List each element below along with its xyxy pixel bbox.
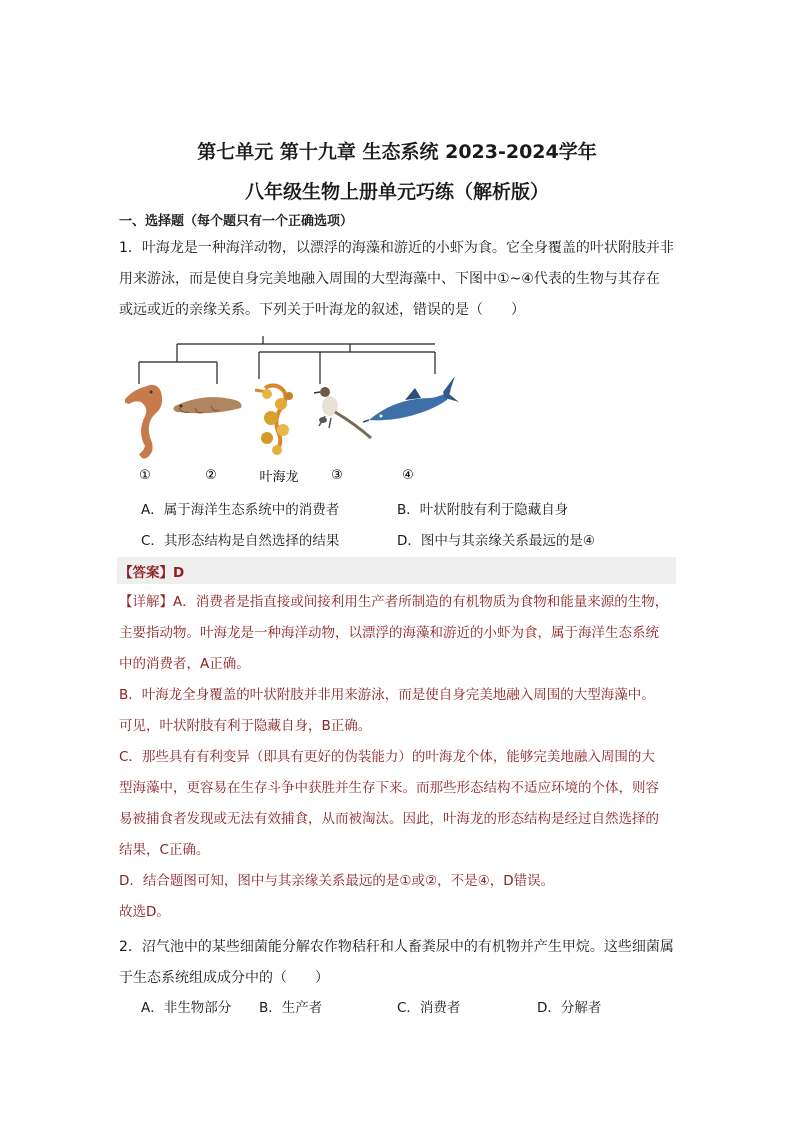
explanation-c-line-3: 易被捕食者发现或无法有效捕食，从而被淘汰。因此，叶海龙的形态结构是经过自然选择的 xyxy=(119,811,659,827)
tree-branches xyxy=(139,336,435,384)
explanation-b-line-1: B．叶海龙全身覆盖的叶状附肢并非用来游泳，而是使自身完美地融入周围的大型海藻中。 xyxy=(119,687,655,703)
explanation-b-line-2: 可见，叶状附肢有利于隐藏自身，B正确。 xyxy=(119,718,372,734)
explanation-a-line-1: 【详解】A．消费者是指直接或间接利用生产者所制造的有机物质为食物和能量来源的生物， xyxy=(119,594,669,610)
figure-label-leafy-seadragon: 叶海龙 xyxy=(259,470,299,485)
conclusion: 故选D。 xyxy=(119,904,170,920)
question-1-stem xyxy=(119,233,679,326)
q1-option-c: C．其形态结构是自然选择的结果 xyxy=(141,533,340,549)
explanation-a-line-2: 主要指动物。叶海龙是一种海洋动物，以漂浮的海藻和游近的小虾为食，属于海洋生态系统 xyxy=(119,625,659,641)
leafy-seadragon-illustration xyxy=(255,385,293,455)
q1-option-a: A．属于海洋生态系统中的消费者 xyxy=(141,502,340,518)
pipefish-illustration xyxy=(173,397,241,413)
explanation-c-line-2: 型海藻中，更容易在生存斗争中获胜并生存下来。而那些形态结构不适应环境的个体，则容 xyxy=(119,780,659,796)
question-1-line-1: 1．叶海龙是一种海洋动物，以漂浮的海藻和游近的小虾为食。它全身覆盖的叶状附肢并非 xyxy=(119,240,674,256)
figure-label-3: ③ xyxy=(331,468,343,483)
question-1-line-2: 用来游泳，而是使自身完美地融入周围的大型海藻中、下图中①~④代表的生物与其存在 xyxy=(119,271,660,287)
phylogeny-figure xyxy=(125,334,465,489)
explanation-d-line-1: D．结合题图可知，图中与其亲缘关系最远的是①或②，不是④，D错误。 xyxy=(119,873,555,889)
explanation-a-line-3: 中的消费者，A正确。 xyxy=(119,656,250,672)
figure-label-4: ④ xyxy=(402,468,414,483)
question-1-line-3: 或远或近的亲缘关系。下列关于叶海龙的叙述，错误的是（ ） xyxy=(119,302,525,318)
marlin-illustration xyxy=(363,376,459,422)
bird-illustration xyxy=(314,387,371,438)
title-line-1: 第七单元 第十九章 生态系统 2023-2024学年 xyxy=(197,141,597,163)
q1-option-b: B．叶状附肢有利于隐藏自身 xyxy=(397,502,569,518)
q1-answer: 【答案】D xyxy=(119,565,185,581)
question-2-line-1: 2．沼气池中的某些细菌能分解农作物秸秆和人畜粪尿中的有机物并产生甲烷。这些细菌属 xyxy=(119,939,674,955)
q1-option-d: D．图中与其亲缘关系最远的是④ xyxy=(397,533,595,549)
figure-label-2: ② xyxy=(205,468,217,483)
explanation-c-line-1: C．那些具有有利变异（即具有更好的伪装能力）的叶海龙个体，能够完美地融入周围的大 xyxy=(119,749,655,765)
answer-highlight xyxy=(117,557,676,584)
q2-option-a: A．非生物部分 xyxy=(141,1000,232,1016)
question-2-stem xyxy=(119,932,679,994)
seahorse-illustration xyxy=(125,385,162,459)
q2-option-b: B．生产者 xyxy=(259,1000,323,1016)
section-heading: 一、选择题（每个题只有一个正确选项） xyxy=(119,214,354,229)
question-2-line-2: 于生态系统组成成分中的（ ） xyxy=(119,970,329,986)
q1-explanation xyxy=(119,587,679,928)
explanation-c-line-4: 结果，C正确。 xyxy=(119,842,210,858)
title-line-2: 八年级生物上册单元巧练（解析版） xyxy=(244,181,549,203)
figure-label-1: ① xyxy=(139,468,151,483)
q2-option-d: D．分解者 xyxy=(537,1000,602,1016)
q2-option-c: C．消费者 xyxy=(397,1000,461,1016)
